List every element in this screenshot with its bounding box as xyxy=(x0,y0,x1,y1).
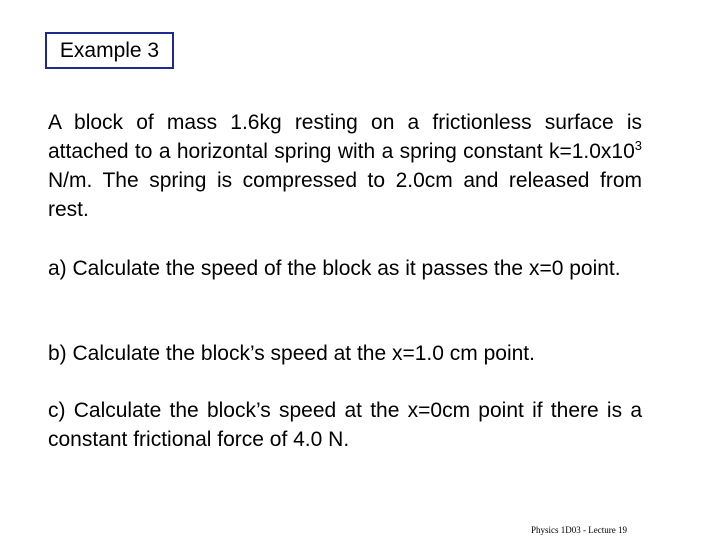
problem-intro-part1: A block of mass 1.6kg resting on a frictionless surface is attached to a horizontal spring with a spring constant k=1.0x10 xyxy=(48,111,642,163)
problem-statement xyxy=(48,108,642,224)
exponent: 3 xyxy=(634,138,642,153)
slide-footer: Physics 1D03 - Lecture 19 xyxy=(531,525,627,535)
question-a: a) Calculate the speed of the block as it passes the x=0 point. xyxy=(48,257,621,280)
problem-intro-part2: N/m. The spring is compressed to 2.0cm and released from rest. xyxy=(48,169,642,221)
slide-title-box xyxy=(45,32,174,69)
slide-title: Example 3 xyxy=(59,38,160,62)
question-c: c) Calculate the block’s speed at the x=0cm point if there is a constant frictional force of 4.0 N. xyxy=(48,399,642,451)
question-b: b) Calculate the block’s speed at the x=1.0 cm point. xyxy=(48,342,535,365)
